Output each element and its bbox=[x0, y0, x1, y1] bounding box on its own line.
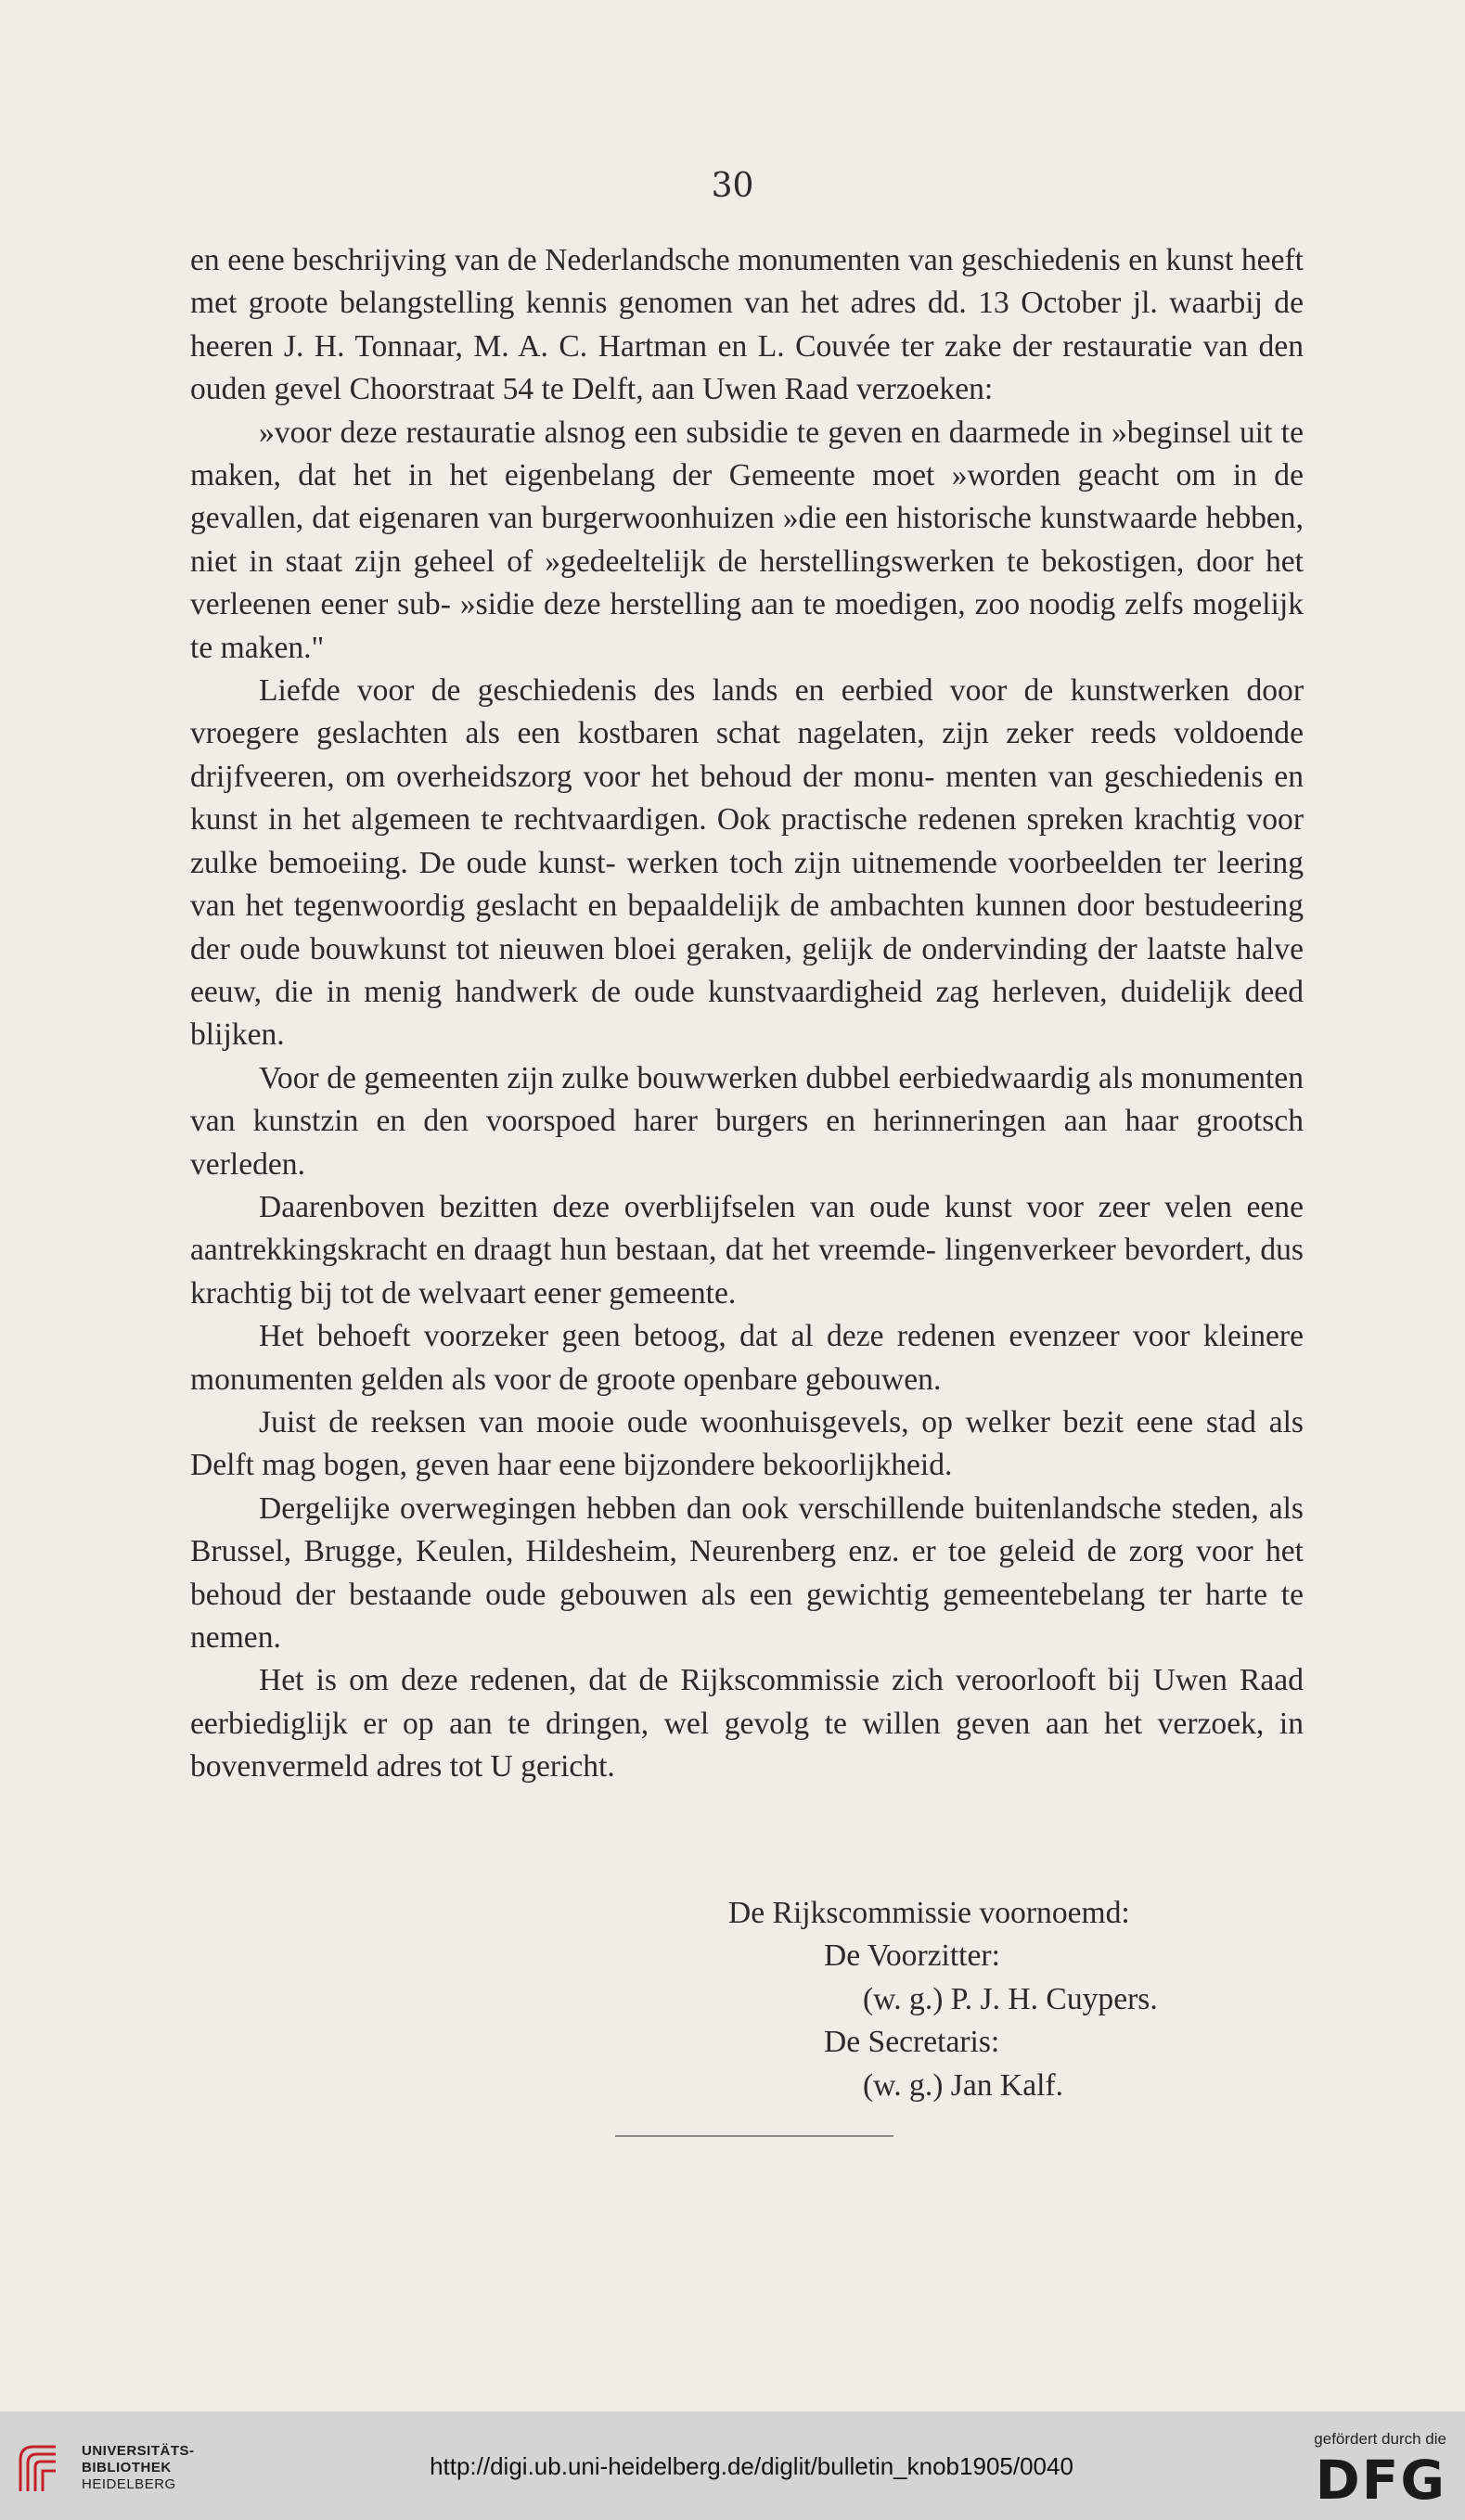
signature-chair-title: De Voorzitter: bbox=[824, 1938, 1000, 1973]
body-text bbox=[190, 239, 1304, 1789]
source-url[interactable]: http://digi.ub.uni-heidelberg.de/diglit/bulletin_knob1905/0040 bbox=[430, 2452, 1073, 2480]
library-name bbox=[82, 2443, 195, 2493]
paragraph-5: Daarenboven bezitten deze overblijfselen van oude kunst voor zeer velen eene aantrekkingskracht en draagt hun bestaan, dat het vreemde- lingenverkeer bevordert, dus krachtig bij tot de welvaart eener gemeente. bbox=[190, 1189, 1304, 1311]
end-rule bbox=[615, 2135, 893, 2137]
library-logo-icon bbox=[13, 2437, 71, 2495]
paragraph-4: Voor de gemeenten zijn zulke bouwwerken dubbel eerbiedwaardig als monumenten van kunstzin en den voorspoed harer burgers en herinneringen aan haar grootsch verleden. bbox=[190, 1060, 1304, 1182]
paragraph-6: Het behoeft voorzeker geen betoog, dat al deze redenen evenzeer voor kleinere monumenten gelden als voor de groote openbare gebouwen. bbox=[190, 1319, 1304, 1397]
paragraph-8: Dergelijke overwegingen hebben dan ook verschillende buitenlandsche steden, als Brussel, Brugge, Keulen, Hildesheim, Neurenberg enz. er toe geleid de zorg voor het behoud der bestaande oude gebouwen als een gewichtig gemeentebelang ter harte te nemen. bbox=[190, 1490, 1304, 1655]
paragraph-1: en eene beschrijving van de Nederlandsche monumenten van geschiedenis en kunst heeft met groote belangstelling kennis genomen van het adres dd. 13 October jl. waarbij de heeren J. H. Tonnaar, M. A. C. Hartman en L. Couvée ter zake der restauratie van den ouden gevel Choorstraat 54 te Delft, aan Uwen Raad verzoeken: bbox=[190, 243, 1304, 407]
paragraph-9: Het is om deze redenen, dat de Rijkscommissie zich veroorlooft bij Uwen Raad eerbiediglijk er op aan te dringen, wel gevolg te willen geven aan het verzoek, in bovenvermeld adres tot U gericht. bbox=[190, 1663, 1304, 1784]
paragraph-3: Liefde voor de geschiedenis des lands en eerbied voor de kunstwerken door vroegere geslachten als een kostbaren schat nagelaten, zijn zeker reeds voldoende drijfveeren, om overheidszorg voor het behoud der monu- menten van geschiedenis en kunst in het algemeen te rechtvaardigen. Ook practische redenen spreken krachtig voor zulke bemoeiing. De oude kunst- werken toch zijn uitnemende voorbeelden ter leering van het tegenwoordig geslacht en bepaaldelijk de ambachten kunnen door bestudeering der oude bouwkunst tot nieuwen bloei geraken, gelijk de ondervinding der laatste halve eeuw, die in menig handwerk de oude kunstvaardigheid zag herleven, duidelijk deed blijken. bbox=[190, 673, 1304, 1053]
funding-note: gefördert durch die bbox=[1314, 2430, 1446, 2448]
digitization-footer bbox=[0, 2411, 1465, 2520]
signature-chair-name: (w. g.) P. J. H. Cuypers. bbox=[863, 1982, 1158, 2016]
signature-secretary-title: De Secretaris: bbox=[824, 2025, 1000, 2059]
library-name-line-1: UNIVERSITÄTS- bbox=[82, 2443, 195, 2459]
paragraph-2-quotation: »voor deze restauratie alsnog een subsidie te geven en daarmede in »beginsel uit te maken, dat het in het eigenbelang der Gemeente moet »worden geacht om in de gevallen, dat eigenaren van burgerwoonhuizen »die een historische kunstwaarde hebben, niet in staat zijn geheel of »gedeeltelijk de herstellingswerken te bekostigen, door het verleenen eener sub- »sidie deze herstelling aan te moedigen, zoo noodig zelfs mogelijk te maken." bbox=[190, 415, 1304, 665]
signature-commission: De Rijkscommissie voornoemd: bbox=[728, 1896, 1130, 1930]
paragraph-7: Juist de reeksen van mooie oude woonhuisgevels, op welker bezit eene stad als Delft mag bogen, geven haar eene bijzondere bekoorlijkheid. bbox=[190, 1404, 1304, 1483]
page-number: 30 bbox=[711, 167, 754, 205]
dfg-logo: DFG bbox=[1315, 2449, 1446, 2512]
library-name-line-2: BIBLIOTHEK bbox=[82, 2460, 172, 2475]
signature-secretary-name: (w. g.) Jan Kalf. bbox=[863, 2068, 1064, 2103]
library-name-line-3: HEIDELBERG bbox=[82, 2476, 176, 2492]
